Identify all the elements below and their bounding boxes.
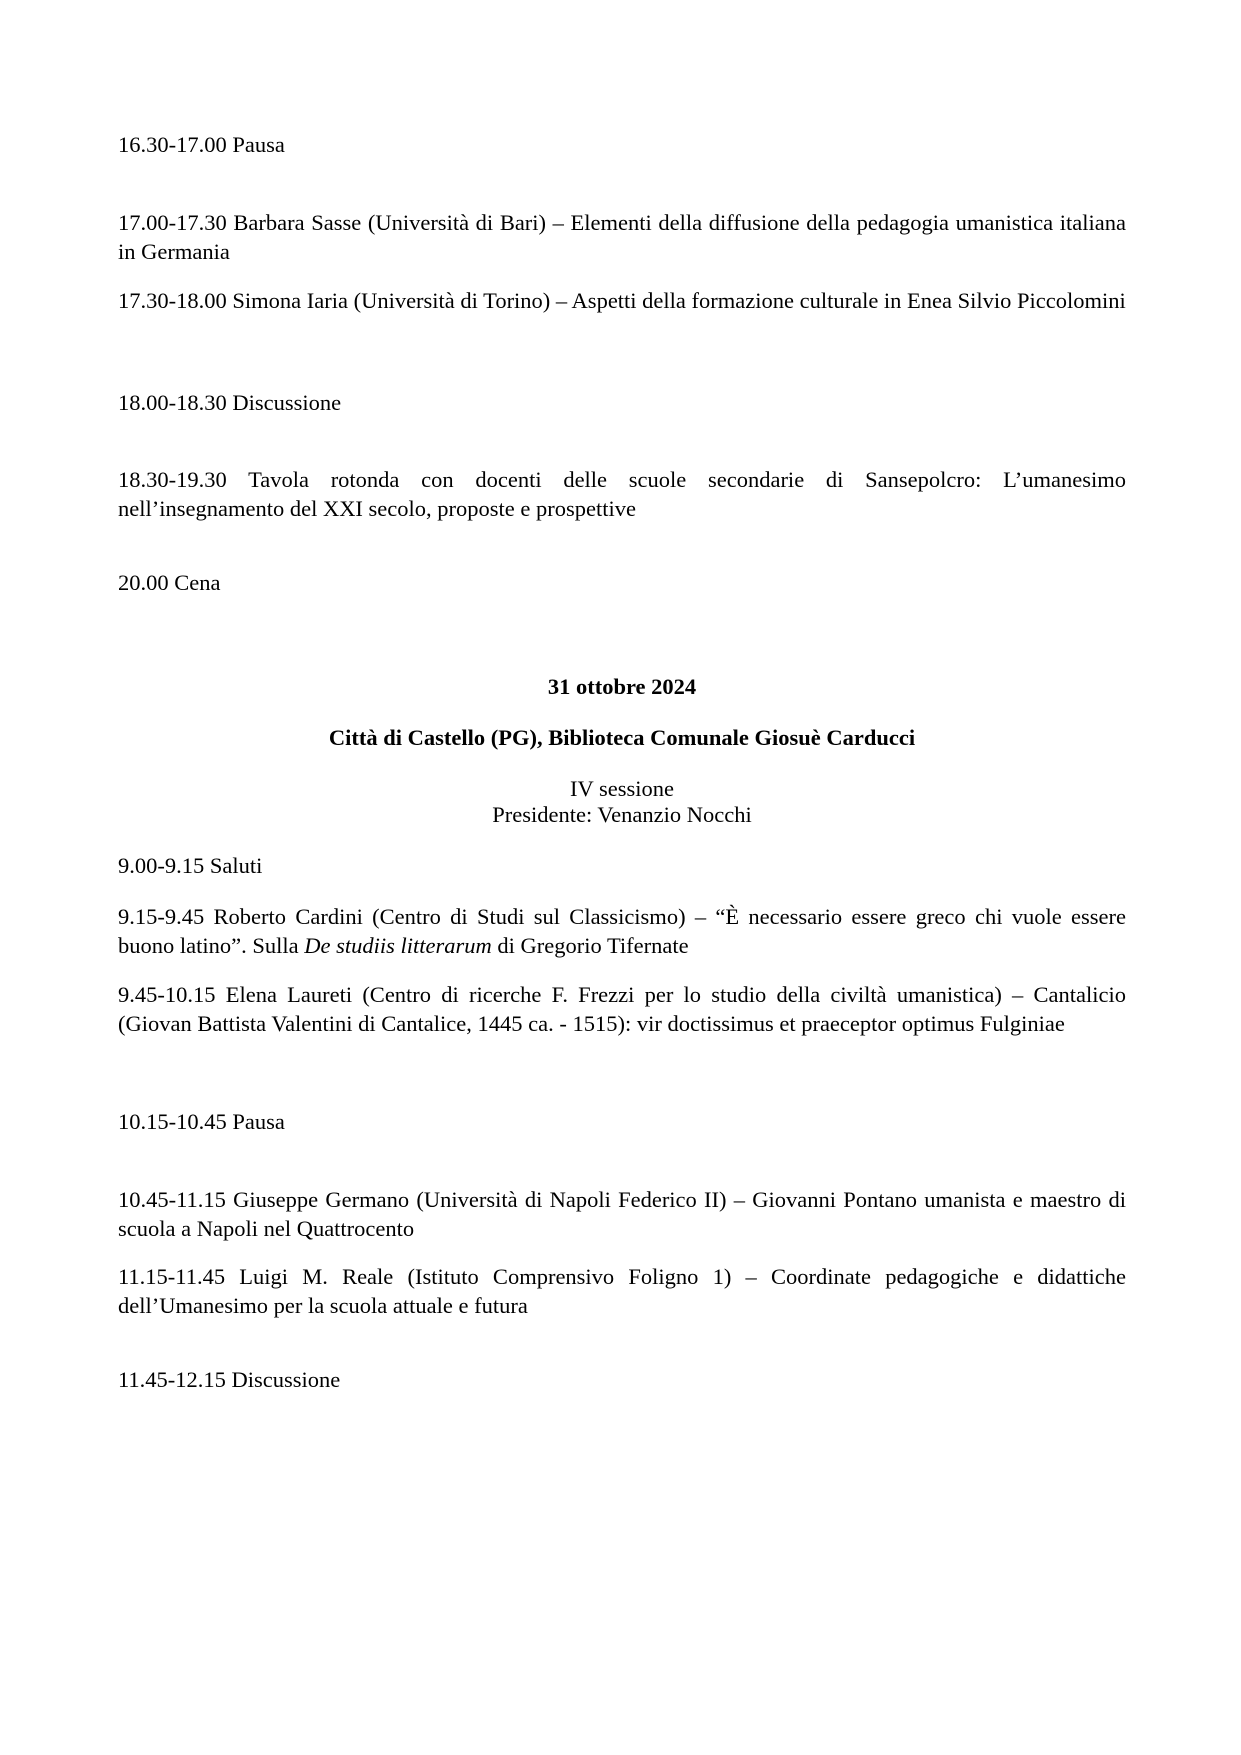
schedule-item-sasse: 17.00-17.30 Barbara Sasse (Università di Bari) – Elementi della diffusione della pedagogia umanistica italiana in Germania xyxy=(118,210,1126,264)
schedule-item-laureti: 9.45-10.15 Elena Laureti (Centro di ricerche F. Frezzi per lo studio della civiltà umanistica) – Cantalicio (Giovan Battista Valentini di Cantalice, 1445 ca. - 1515): vir doctissimus et praeceptor optimus Fulginiae xyxy=(118,982,1126,1036)
venue-heading: Città di Castello (PG), Biblioteca Comunale Giosuè Carducci xyxy=(328,725,916,750)
schedule-item-reale: 11.15-11.45 Luigi M. Reale (Istituto Comprensivo Foligno 1) – Coordinate pedagogiche e didattiche dell’Umanesimo per la scuola attuale e futura xyxy=(118,1264,1126,1318)
schedule-item-pausa-1630: 16.30-17.00 Pausa xyxy=(118,132,285,157)
schedule-item-cena: 20.00 Cena xyxy=(118,570,221,595)
schedule-item-iaria: 17.30-18.00 Simona Iaria (Università di Torino) – Aspetti della formazione culturale in Enea Silvio Piccolomini xyxy=(118,288,1126,313)
schedule-item-pausa-1015: 10.15-10.45 Pausa xyxy=(118,1109,285,1134)
schedule-item-discussione-1145: 11.45-12.15 Discussione xyxy=(118,1367,341,1392)
document-page xyxy=(118,0,1126,1755)
schedule-item-germano: 10.45-11.15 Giuseppe Germano (Università di Napoli Federico II) – Giovanni Pontano umanista e maestro di scuola a Napoli nel Quattrocento xyxy=(118,1187,1126,1241)
session-president: Presidente: Venanzio Nocchi xyxy=(492,802,752,827)
session-title: IV sessione xyxy=(570,776,674,801)
cardini-text-after: di Gregorio Tifernate xyxy=(491,933,689,958)
day-date-heading: 31 ottobre 2024 xyxy=(547,674,697,699)
schedule-item-saluti: 9.00-9.15 Saluti xyxy=(118,853,263,878)
cardini-text-before: 9.15-9.45 Roberto Cardini (Centro di Studi sul Classicismo) – “È necessario essere greco chi vuole essere buono latino”. Sulla xyxy=(118,904,1126,958)
cardini-italic-title: De studiis litterarum xyxy=(304,933,492,958)
schedule-item-discussione-1800: 18.00-18.30 Discussione xyxy=(118,390,342,415)
schedule-item-tavola-rotonda: 18.30-19.30 Tavola rotonda con docenti delle scuole secondarie di Sansepolcro: L’umanesimo nell’insegnamento del XXI secolo, proposte e prospettive xyxy=(118,467,1126,521)
schedule-item-cardini xyxy=(118,902,1126,960)
